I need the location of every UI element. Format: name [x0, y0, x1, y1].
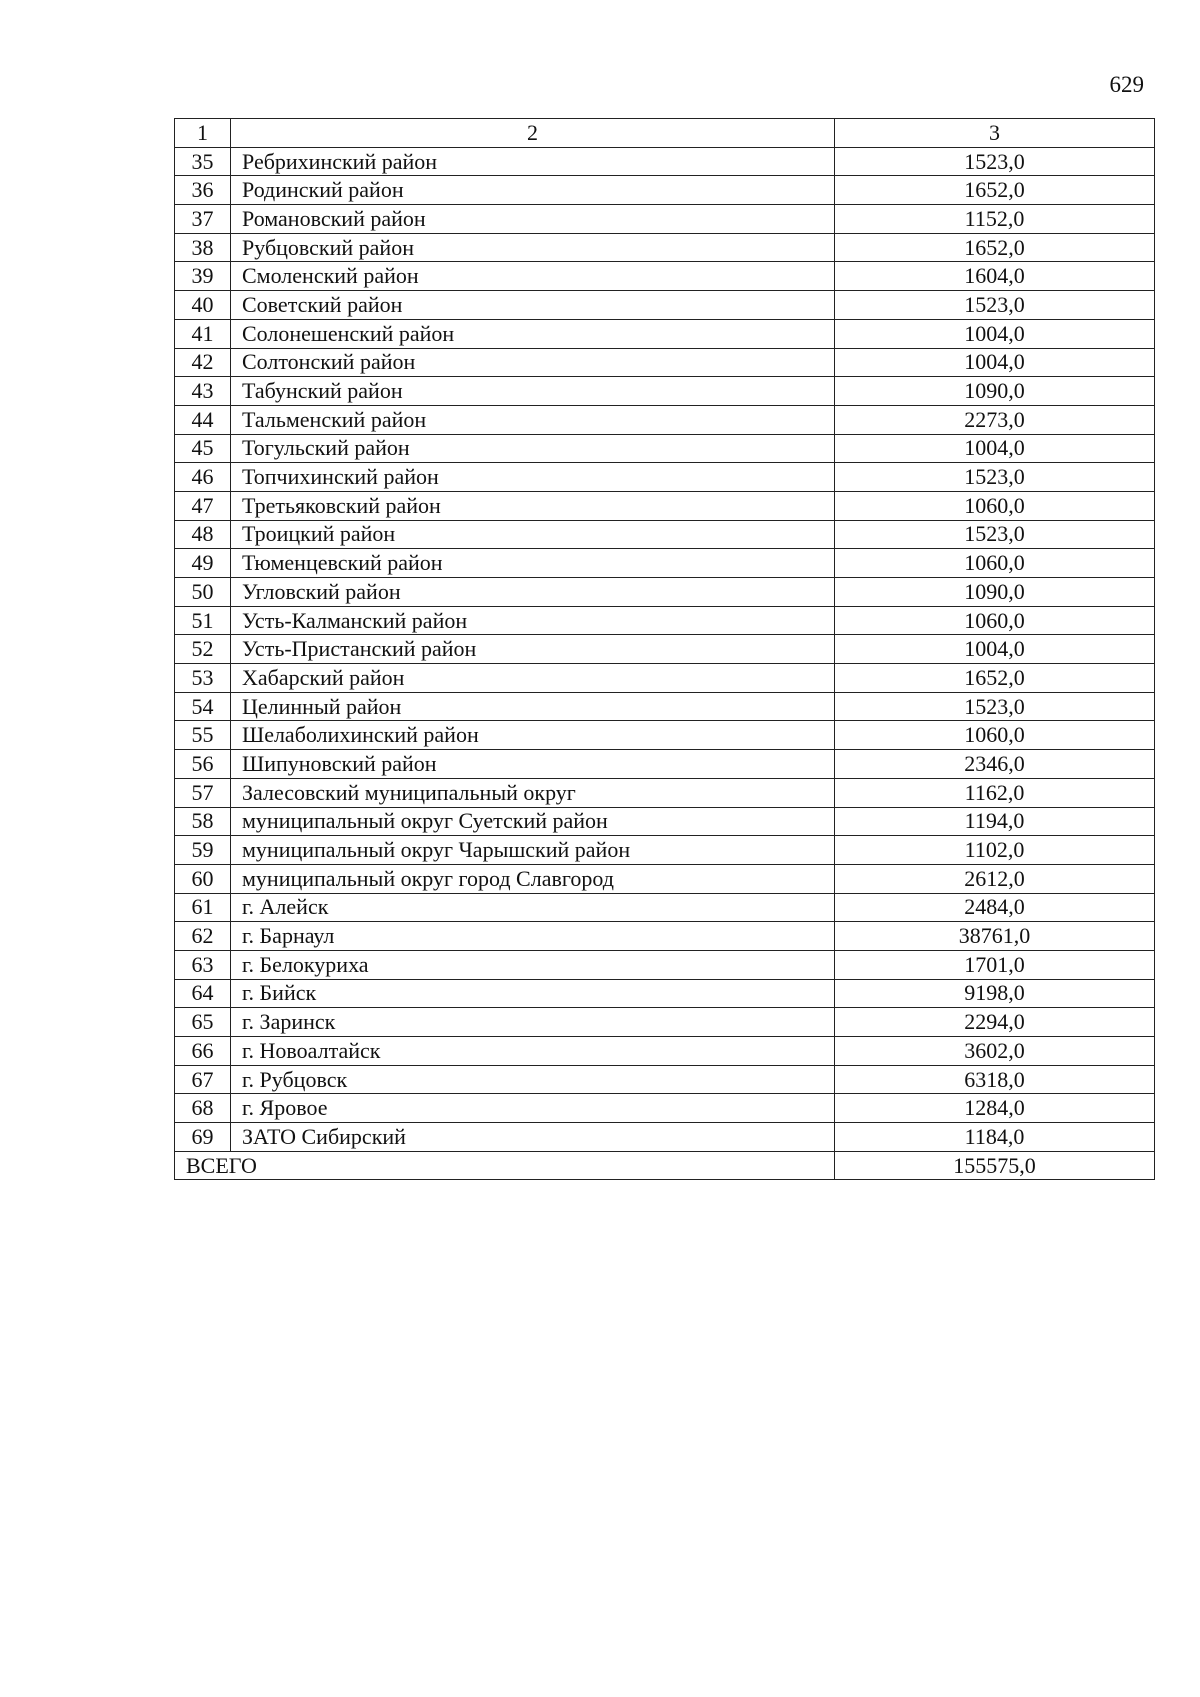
row-number: 64 — [175, 979, 231, 1008]
table-row — [175, 1008, 1155, 1037]
row-value: 2484,0 — [835, 893, 1155, 922]
table-row — [175, 750, 1155, 779]
row-value: 1090,0 — [835, 377, 1155, 406]
row-value: 1162,0 — [835, 778, 1155, 807]
table-row — [175, 864, 1155, 893]
row-number: 59 — [175, 836, 231, 865]
row-value: 38761,0 — [835, 922, 1155, 951]
table-row — [175, 434, 1155, 463]
row-value: 1004,0 — [835, 319, 1155, 348]
row-value: 1652,0 — [835, 176, 1155, 205]
table-row — [175, 491, 1155, 520]
row-value: 1284,0 — [835, 1094, 1155, 1123]
row-number: 41 — [175, 319, 231, 348]
row-value: 1523,0 — [835, 692, 1155, 721]
table-row — [175, 233, 1155, 262]
row-number: 60 — [175, 864, 231, 893]
row-value: 1090,0 — [835, 578, 1155, 607]
row-name: Третьяковский район — [231, 491, 835, 520]
row-value: 1004,0 — [835, 434, 1155, 463]
table-row — [175, 836, 1155, 865]
row-value: 1004,0 — [835, 635, 1155, 664]
row-value: 1194,0 — [835, 807, 1155, 836]
table-row — [175, 291, 1155, 320]
table-row — [175, 950, 1155, 979]
table-row — [175, 778, 1155, 807]
row-number: 55 — [175, 721, 231, 750]
row-name: г. Бийск — [231, 979, 835, 1008]
row-number: 66 — [175, 1037, 231, 1066]
row-value: 1523,0 — [835, 291, 1155, 320]
row-name: Смоленский район — [231, 262, 835, 291]
row-value: 1060,0 — [835, 491, 1155, 520]
table-row — [175, 377, 1155, 406]
row-name: Шипуновский район — [231, 750, 835, 779]
table-body — [175, 119, 1155, 1180]
row-value: 3602,0 — [835, 1037, 1155, 1066]
row-name: ЗАТО Сибирский — [231, 1123, 835, 1152]
row-value: 2612,0 — [835, 864, 1155, 893]
row-name: Усть-Калманский район — [231, 606, 835, 635]
row-value: 1004,0 — [835, 348, 1155, 377]
table-row — [175, 606, 1155, 635]
row-value: 2346,0 — [835, 750, 1155, 779]
row-name: г. Яровое — [231, 1094, 835, 1123]
row-name: Солонешенский район — [231, 319, 835, 348]
row-name: Солтонский район — [231, 348, 835, 377]
header-col-number: 1 — [175, 119, 231, 148]
row-value: 1652,0 — [835, 233, 1155, 262]
table-row — [175, 635, 1155, 664]
row-name: Троицкий район — [231, 520, 835, 549]
row-number: 39 — [175, 262, 231, 291]
row-number: 43 — [175, 377, 231, 406]
row-name: г. Белокуриха — [231, 950, 835, 979]
page-number: 629 — [1109, 72, 1144, 97]
row-name: г. Заринск — [231, 1008, 835, 1037]
table-row — [175, 721, 1155, 750]
table-row — [175, 348, 1155, 377]
total-label: ВСЕГО — [175, 1151, 835, 1180]
row-name: Ребрихинский район — [231, 147, 835, 176]
row-value: 1184,0 — [835, 1123, 1155, 1152]
row-name: Тюменцевский район — [231, 549, 835, 578]
table-row — [175, 405, 1155, 434]
total-value: 155575,0 — [835, 1151, 1155, 1180]
row-value: 1701,0 — [835, 950, 1155, 979]
table-row — [175, 1037, 1155, 1066]
row-number: 49 — [175, 549, 231, 578]
row-name: Родинский район — [231, 176, 835, 205]
table-row — [175, 807, 1155, 836]
row-name: Тальменский район — [231, 405, 835, 434]
row-number: 69 — [175, 1123, 231, 1152]
row-number: 52 — [175, 635, 231, 664]
row-number: 45 — [175, 434, 231, 463]
row-number: 57 — [175, 778, 231, 807]
row-number: 56 — [175, 750, 231, 779]
row-name: Угловский район — [231, 578, 835, 607]
row-name: Романовский район — [231, 205, 835, 234]
row-name: муниципальный округ Чарышский район — [231, 836, 835, 865]
table-row — [175, 262, 1155, 291]
row-number: 36 — [175, 176, 231, 205]
row-number: 58 — [175, 807, 231, 836]
row-name: Табунский район — [231, 377, 835, 406]
row-number: 54 — [175, 692, 231, 721]
row-number: 63 — [175, 950, 231, 979]
row-value: 1523,0 — [835, 520, 1155, 549]
row-number: 44 — [175, 405, 231, 434]
row-value: 6318,0 — [835, 1065, 1155, 1094]
table-row — [175, 205, 1155, 234]
row-number: 68 — [175, 1094, 231, 1123]
row-value: 1060,0 — [835, 721, 1155, 750]
table-row — [175, 664, 1155, 693]
table-total-row — [175, 1151, 1155, 1180]
row-name: Хабарский район — [231, 664, 835, 693]
row-value: 9198,0 — [835, 979, 1155, 1008]
table-row — [175, 893, 1155, 922]
row-number: 51 — [175, 606, 231, 635]
row-number: 62 — [175, 922, 231, 951]
row-number: 47 — [175, 491, 231, 520]
table-row — [175, 147, 1155, 176]
row-value: 1604,0 — [835, 262, 1155, 291]
row-name: г. Алейск — [231, 893, 835, 922]
row-number: 35 — [175, 147, 231, 176]
row-value: 1102,0 — [835, 836, 1155, 865]
row-number: 42 — [175, 348, 231, 377]
row-number: 48 — [175, 520, 231, 549]
table-row — [175, 979, 1155, 1008]
row-name: Залесовский муниципальный округ — [231, 778, 835, 807]
row-number: 40 — [175, 291, 231, 320]
header-col-name: 2 — [231, 119, 835, 148]
row-number: 67 — [175, 1065, 231, 1094]
table-row — [175, 176, 1155, 205]
row-value: 1523,0 — [835, 147, 1155, 176]
row-name: Топчихинский район — [231, 463, 835, 492]
row-name: муниципальный округ город Славгород — [231, 864, 835, 893]
row-number: 46 — [175, 463, 231, 492]
table-header-row — [175, 119, 1155, 148]
row-value: 1523,0 — [835, 463, 1155, 492]
row-name: г. Новоалтайск — [231, 1037, 835, 1066]
row-value: 1652,0 — [835, 664, 1155, 693]
table-row — [175, 463, 1155, 492]
table-row — [175, 1123, 1155, 1152]
row-number: 37 — [175, 205, 231, 234]
row-value: 2294,0 — [835, 1008, 1155, 1037]
table-row — [175, 1065, 1155, 1094]
row-name: г. Барнаул — [231, 922, 835, 951]
row-value: 1060,0 — [835, 549, 1155, 578]
row-name: Целинный район — [231, 692, 835, 721]
header-col-value: 3 — [835, 119, 1155, 148]
row-name: г. Рубцовск — [231, 1065, 835, 1094]
table-row — [175, 922, 1155, 951]
table-row — [175, 549, 1155, 578]
row-value: 1060,0 — [835, 606, 1155, 635]
row-number: 61 — [175, 893, 231, 922]
row-name: Советский район — [231, 291, 835, 320]
row-number: 50 — [175, 578, 231, 607]
table-row — [175, 319, 1155, 348]
row-number: 53 — [175, 664, 231, 693]
allocation-table — [174, 118, 1155, 1180]
row-number: 65 — [175, 1008, 231, 1037]
row-name: Тогульский район — [231, 434, 835, 463]
row-value: 2273,0 — [835, 405, 1155, 434]
table-row — [175, 578, 1155, 607]
row-name: Усть-Пристанский район — [231, 635, 835, 664]
row-name: Рубцовский район — [231, 233, 835, 262]
row-number: 38 — [175, 233, 231, 262]
table-row — [175, 520, 1155, 549]
row-name: Шелаболихинский район — [231, 721, 835, 750]
table-row — [175, 692, 1155, 721]
row-value: 1152,0 — [835, 205, 1155, 234]
table-row — [175, 1094, 1155, 1123]
row-name: муниципальный округ Суетский район — [231, 807, 835, 836]
